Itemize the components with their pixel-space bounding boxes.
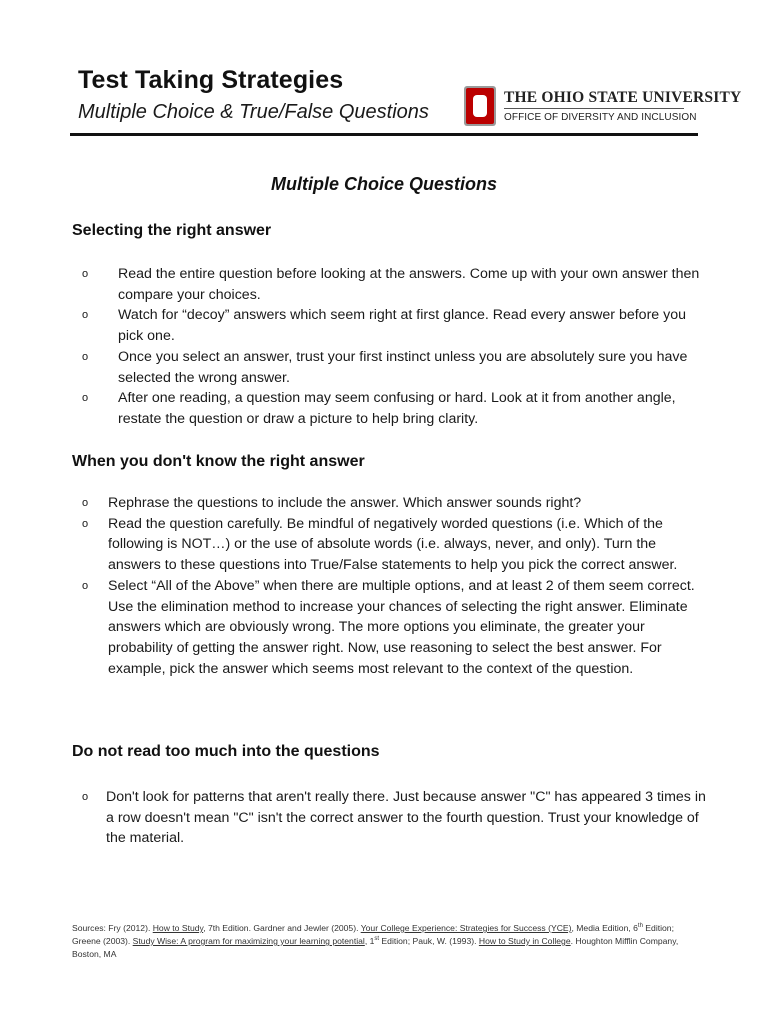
office-name: OFFICE OF DIVERSITY AND INCLUSION	[504, 112, 697, 123]
university-name: THE OHIO STATE UNIVERSITY	[504, 89, 742, 106]
bullet-marker: o	[82, 268, 89, 280]
page-subtitle: Multiple Choice & True/False Questions	[78, 101, 429, 123]
page-title: Test Taking Strategies	[78, 66, 344, 94]
header-divider	[70, 133, 698, 136]
bullet-marker: o	[82, 791, 89, 803]
bullet-list-overthink	[72, 787, 712, 849]
list-item: o After one reading, a question may seem confusing or hard. Look at it from another angle, restate the question or draw a picture to help bring clarity.	[82, 390, 676, 427]
list-item: o Rephrase the questions to include the answer. Which answer sounds right?	[72, 493, 712, 514]
bullet-marker: o	[82, 350, 89, 363]
ohio-state-block-o-logo	[464, 86, 496, 126]
section-title: Multiple Choice Questions	[270, 174, 498, 194]
sources-footnote: Sources: Fry (2012). How to Study, 7th Edition. Gardner and Jewler (2005). Your College Experience: Strategies for Success (YCE), Media Edition, 6th Edition; Greene (2003). Study Wise: A program for maximizing your learning potential, 1st Edition; Pauk, W. (1993). How to Study in College. Houghton Mifflin Company, Boston, MA	[72, 923, 679, 959]
bullet-list-selecting	[72, 264, 712, 430]
bullet-marker: o	[82, 579, 89, 592]
bullet-marker: o	[82, 497, 89, 509]
logo-divider	[504, 108, 684, 109]
subheading-dont-overthink: Do not read too much into the questions	[72, 743, 380, 760]
list-item: o Once you select an answer, trust your first instinct unless you are absolutely sure you have selected the wrong answer.	[82, 348, 688, 386]
list-item: o Watch for “decoy” answers which seem right at first glance. Read every answer before you pick one.	[82, 307, 687, 345]
list-item: o Read the entire question before looking at the answers. Come up with your own answer then compare your choices.	[82, 266, 700, 303]
list-item: o Don't look for patterns that aren't really there. Just because answer "C" has appeared 3 times in a row doesn't mean "C" isn't the correct answer to the fourth question. Trust your knowledge of the material.	[82, 789, 706, 847]
bullet-marker: o	[82, 309, 89, 322]
bullet-marker: o	[82, 517, 89, 530]
bullet-list-dont-know	[72, 493, 712, 679]
subheading-dont-know-answer: When you don't know the right answer	[72, 453, 365, 470]
subheading-selecting-answer: Selecting the right answer	[72, 222, 272, 239]
list-item: o Select “All of the Above” when there are multiple options, and at least 2 of them seem correct. Use the elimination method to increase your chances of selecting the right answer. Eliminate answers which are obviously wrong. The more options you eliminate, the greater your probability of getting the answer right. Now, use reasoning to select the best answer. For example, pick the answer which seems most relevant to the context of the question.	[82, 577, 695, 677]
list-item: o Read the question carefully. Be mindful of negatively worded questions (i.e. Which of the following is NOT…) or the use of absolute words (i.e. always, never, and only). Turn the answers to these questions into True/False statements to help you pick the correct answer.	[82, 515, 678, 574]
bullet-marker: o	[82, 392, 89, 405]
